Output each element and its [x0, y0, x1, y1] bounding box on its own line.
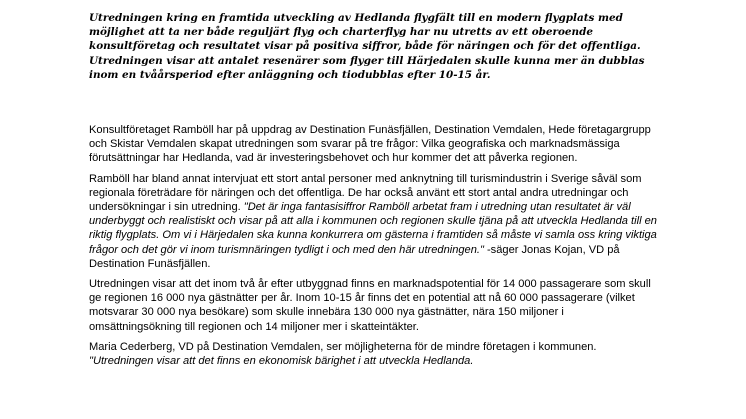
paragraph-rambolls-assignment: Konsultföretaget Ramböll har på uppdrag av Destination Funäsfjällen, Destination Vemdalen, Hede företagargrupp och Skistar Vemdalen skapat utredningen som svarar på tre frågor: Vilka geografiska och marknadsmässiga förutsättningar har Hedlanda, vad är investeringsbehovet och hur kommer det att påverka regionen. [89, 124, 651, 165]
paragraph-interviews-intro: Ramböll har bland annat intervjuat ett stort antal personer med anknytning till turismindustrin i Sverige såväl som regionala företrädare för näringen och det offentliga. De har också använt ett stort antal andra utredningar och undersökningar i sin utredning. [89, 172, 642, 214]
quote-attribution-jonas-kojan: -säger Jonas Kojan, VD på Destination Funäsfjällen. [89, 243, 620, 270]
paragraph-maria-cederberg [89, 340, 659, 368]
quote-jonas-kojan: "Det är inga fantasisiffror Ramböll arbetat fram i utredning utan resultatet är väl underbyggt och realistiskt och visar på att alla i kommunen och regionen skulle tjäna på att utveckla Hedlanda till en riktig flygplats. Om vi i Härjedalen ska kunna konkurrera om gästerna i framtiden så måste vi samla oss kring viktiga frågor och det gör vi inom turismnäringen tydligt i och med den här utredningen." [89, 201, 657, 256]
article-body [89, 123, 659, 374]
paragraph-market-potential: Utredningen visar att det inom två år efter utbyggnad finns en marknadspotential för 14 000 passagerare som skull ge regionen 16 000 nya gästnätter per år. Inom 10-15 år finns det en potential att nå 60 000 passagerare (vilket motsvarar 30 000 nya besökare) som skulle innebära 130 000 nya gästnätter, nära 150 miljoner i omsättningsökning till regionen och 14 miljoner mer i skatteintäkter. [89, 278, 651, 333]
paragraph-interviews [89, 172, 659, 271]
lead-paragraph: Utredningen kring en framtida utveckling av Hedlanda flygfält till en modern flygplats med möjlighet att ta ner både reguljärt flyg och charterflyg har nu utretts av ett oberoende konsultföretag och resultatet visar på positiva siffror, både för näringen och för det offentliga. Utredningen visar att antalet resenärer som flyger till Härjedalen skulle kunna mer än dubblas inom en tvåårsperiod efter anläggning och tiodubblas efter 10-15 år. [89, 12, 645, 81]
paragraph-maria-cederberg-intro: Maria Cederberg, VD på Destination Vemdalen, ser möjligheterna för de mindre företagen i kommunen. [89, 340, 597, 353]
quote-maria-cederberg: "Utredningen visar att det finns en ekonomisk bärighet i att utveckla Hedlanda. [89, 355, 474, 368]
